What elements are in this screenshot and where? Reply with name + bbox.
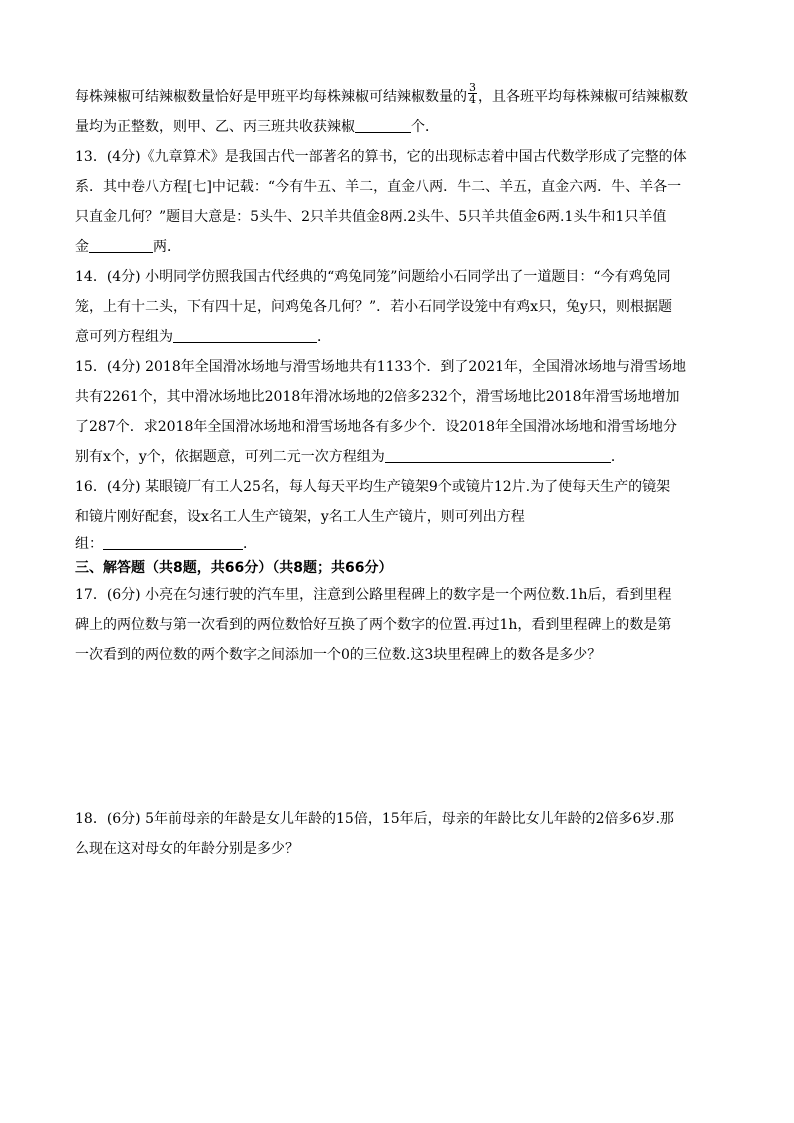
q13-text-1: 13．(4分)《九章算术》是我国古代一部著名的算书，它的出现标志着中国古代数学形成了完整的体 [75,149,687,165]
q17-answer-space[interactable] [75,670,725,804]
q15-text-2: 共有2261个，其中滑冰场地比2018年滑冰场地的2倍多232个，滑雪场地比2018年滑雪场地增加 [75,389,680,405]
q12-line2-post: 个． [411,119,439,135]
q12-line2 [75,112,725,142]
q14-answer-blank[interactable] [173,326,317,343]
q18-line2 [75,834,725,864]
q17-line2 [75,610,725,640]
q16-line3-pre: 组： [75,536,103,552]
q16-text-2: 和镜片刚好配套，设x名工人生产镜架，y名工人生产镜片，则可列出方程 [75,509,525,525]
q16-line3 [75,532,725,556]
q12-text-post: ，且各班平均每株辣椒可结辣椒数 [478,89,688,105]
q14-line1 [75,262,725,292]
q17-line1 [75,580,725,610]
q16-text-1: 16．(4分) 某眼镜厂有工人25名，每人每天平均生产镜架9个或镜片12片.为了使每天生产的镜架 [75,479,671,495]
q15-text-3: 了287个．求2018年全国滑冰场地和滑雪场地各有多少个．设2018年全国滑冰场地和滑雪场地分 [75,419,677,435]
fraction-three-quarters [468,82,477,105]
q15-answer-blank[interactable] [385,446,611,463]
q14-line2 [75,292,725,322]
section-heading-answer-questions [75,556,725,580]
q15-line3 [75,412,725,442]
q13-answer-blank[interactable] [89,236,153,253]
q14-line3-pre: 意可列方程组为 [75,329,173,345]
q15-line1 [75,352,725,382]
q16-answer-blank[interactable] [103,533,243,550]
q17-text-3: 一次看到的两位数的两个数字之间添加一个0的三位数.这3块里程碑上的数各是多少？ [75,647,602,663]
q12-line2-pre: 量均为正整数，则甲、乙、丙三班共收获辣椒 [75,119,355,135]
q13-line4-pre: 金 [75,239,89,255]
q14-line3 [75,322,725,352]
exam-page [75,82,725,1024]
q12-text-pre: 每株辣椒可结辣椒数量恰好是甲班平均每株辣椒可结辣椒数量的 [75,89,467,105]
q14-text-2: 笼，上有十二头，下有四十足，问鸡兔各几何？”．若小石同学设笼中有鸡x只，兔y只，则根据题 [75,299,672,315]
q15-line4-post: ． [610,449,625,465]
q13-line4-post: 两． [153,239,181,255]
q15-line4-pre: 别有x个，y个，依据题意，可列二元一次方程组为 [75,449,385,465]
q18-text-1: 18．(6分) 5年前母亲的年龄是女儿年龄的15倍，15年后，母亲的年龄比女儿年龄的2倍多6岁.那 [75,811,674,827]
q13-line2 [75,172,725,202]
q16-line3-post: ． [243,536,257,552]
q13-text-3: 只直金几何？”题目大意是：5头牛、2只羊共值金8两.2头牛、5只羊共值金6两.1头牛和1只羊值 [75,209,667,225]
q13-line1 [75,142,725,172]
q14-line3-post: ． [317,329,331,345]
q14-text-1: 14．(4分) 小明同学仿照我国古代经典的“鸡兔同笼”问题给小石同学出了一道题目：“今有鸡兔同 [75,269,671,285]
q17-text-2: 碑上的两位数与第一次看到的两位数恰好互换了两个数字的位置.再过1h，看到里程碑上的数是第 [75,617,672,633]
section-title: 三、解答题（共8题，共66分）（共8题；共66分） [75,560,393,576]
q18-answer-space[interactable] [75,864,725,1024]
q13-line3 [75,202,725,232]
fraction-numerator: 3 [469,80,476,94]
q17-text-1: 17．(6分) 小亮在匀速行驶的汽车里，注意到公路里程碑上的数字是一个两位数.1h后，看到里程 [75,587,672,603]
q16-line1 [75,472,725,502]
q18-line1 [75,804,725,834]
q15-line4 [75,442,725,472]
q12-answer-blank[interactable] [355,116,411,133]
q15-text-1: 15．(4分) 2018年全国滑冰场地与滑雪场地共有1133个．到了2021年，全国滑冰场地与滑雪场地 [75,359,686,375]
q18-text-2: 么现在这对母女的年龄分别是多少？ [75,841,299,857]
q12-line1 [75,82,725,112]
fraction-denominator: 4 [469,92,476,106]
q13-line4 [75,232,725,262]
q15-line2 [75,382,725,412]
q13-text-2: 系．其中卷八方程[七]中记载：“今有牛五、羊二，直金八两．牛二、羊五，直金六两．牛、羊各一 [75,179,682,195]
q16-line2 [75,502,725,532]
q17-line3 [75,640,725,670]
